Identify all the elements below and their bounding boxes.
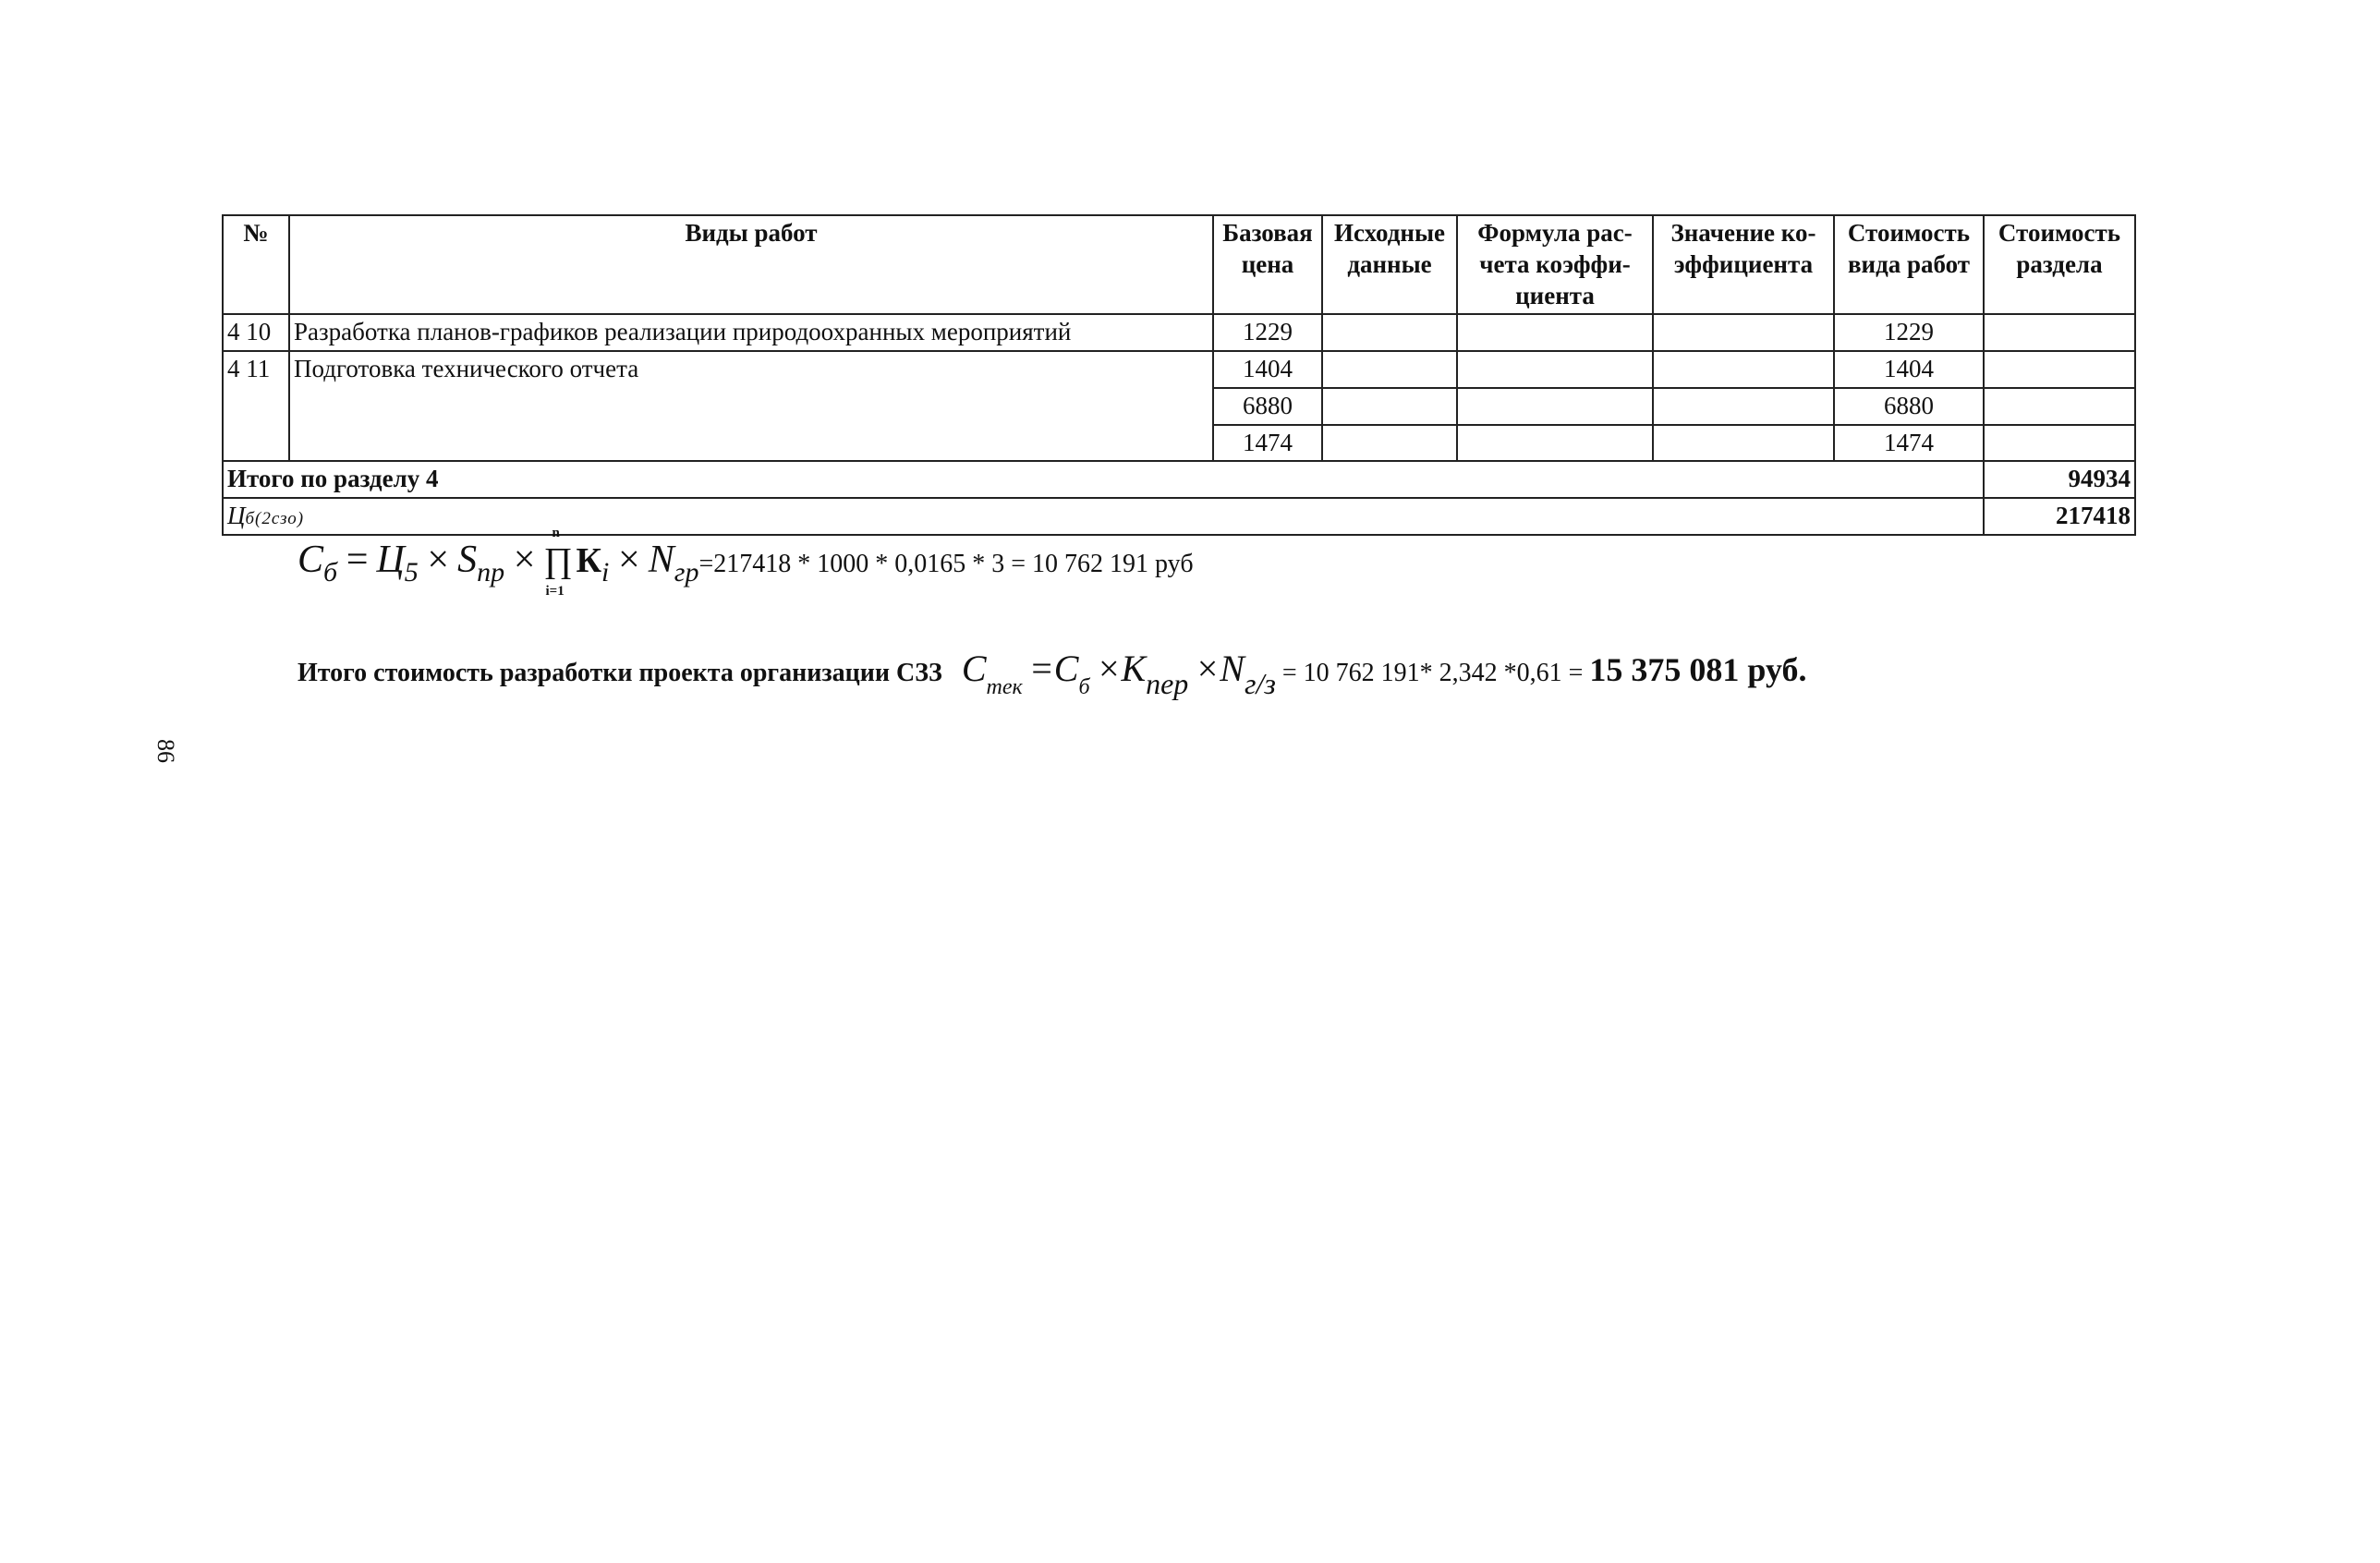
row-coef-value	[1653, 351, 1834, 388]
ts-label-main: Ц	[227, 502, 246, 529]
header-section-cost	[1984, 215, 2135, 314]
ts-label	[223, 498, 1984, 535]
total-value: 94934	[1984, 461, 2135, 498]
cost-table	[222, 214, 2136, 536]
row-code: 4 10	[223, 314, 289, 351]
row-work-cost: 1229	[1834, 314, 1984, 351]
header-formula	[1457, 215, 1653, 314]
header-formula-line2: чета коэффи-	[1479, 249, 1631, 278]
formula1-prod-top: n	[552, 526, 560, 540]
formula1-calculation: =217418 * 1000 * 0,0165 * 3 = 10 762 191 руб	[698, 550, 1194, 578]
header-coef-value	[1653, 215, 1834, 314]
row-base-price: 1229	[1213, 314, 1322, 351]
formula1-c-sub: 5	[404, 557, 419, 588]
row-section-cost	[1984, 351, 2135, 388]
row-formula	[1457, 388, 1653, 425]
formula2-n-sub: г/з	[1244, 667, 1276, 700]
row-coef-value	[1653, 425, 1834, 462]
formula2-cb-symbol: С	[1053, 648, 1079, 689]
header-coef-value-line2: эффициента	[1673, 249, 1814, 278]
total-label: Итого по разделу 4	[223, 461, 1984, 498]
ts-value: 217418	[1984, 498, 2135, 535]
row-source-data	[1322, 388, 1457, 425]
formula1-s-symbol: S	[457, 539, 478, 581]
formula2-k-sub: пер	[1146, 667, 1189, 700]
row-formula	[1457, 314, 1653, 351]
formula2-c-symbol: С	[961, 648, 987, 689]
formula1-s-sub: пр	[477, 557, 505, 588]
row-work-cost: 1404	[1834, 351, 1984, 388]
formula1-k-symbol: К	[576, 541, 602, 580]
formula1-n-sub: гр	[674, 557, 699, 588]
formula-base-cost: Сб = Ц5 × Sпр × ∏ n i=1 Кi × Nгр=217418 * 1000 * 0,0165 * 3 = 10 762 191 руб	[298, 526, 1194, 599]
formula2-k-symbol: К	[1121, 648, 1147, 689]
total-row	[223, 461, 2135, 498]
row-formula	[1457, 425, 1653, 462]
table-row	[223, 314, 2135, 351]
formula1-n-symbol: N	[648, 539, 674, 581]
header-work-cost-line1: Стоимость	[1847, 219, 1971, 247]
row-formula	[1457, 351, 1653, 388]
row-work-name: Подготовка технического отчета	[289, 351, 1213, 461]
formula2-cb-sub: б	[1078, 675, 1090, 699]
page-number: 86	[152, 739, 179, 763]
header-base-price-line1: Базовая	[1222, 219, 1313, 247]
formula1-lhs: С	[298, 539, 324, 581]
header-formula-line1: Формула рас-	[1477, 219, 1633, 247]
formula1-prod-bottom: i=1	[545, 584, 565, 599]
formula2-calculation: = 10 762 191* 2,342 *0,61 =	[1281, 659, 1584, 687]
row-work-name: Разработка планов-графиков реализации природоохранных мероприятий	[289, 314, 1213, 351]
header-base-price-line2: цена	[1241, 249, 1294, 278]
row-base-price: 1404	[1213, 351, 1322, 388]
header-source-data-line2: данные	[1347, 249, 1432, 278]
header-work-type: Виды работ	[289, 215, 1213, 314]
formula-total-cost: Итого стоимость разработки проекта организации СЗЗ Стек =Сб ×Кпер ×Nг/з = 10 762 191* 2,342 *0,61 = 15 375 081 руб.	[298, 648, 1807, 700]
ts-row	[223, 498, 2135, 535]
row-source-data	[1322, 425, 1457, 462]
row-code: 4 11	[223, 351, 289, 461]
row-base-price: 6880	[1213, 388, 1322, 425]
row-source-data	[1322, 351, 1457, 388]
table-row	[223, 351, 2135, 388]
header-section-cost-line1: Стоимость	[1998, 219, 2121, 247]
ts-label-sub: б(2сзо)	[245, 509, 305, 528]
formula2-result: 15 375 081 руб.	[1589, 651, 1807, 688]
formula2-n-symbol: N	[1220, 648, 1245, 689]
product-icon: ∏ n i=1	[543, 526, 573, 599]
header-num: №	[223, 215, 289, 314]
header-section-cost-line2: раздела	[2016, 249, 2103, 278]
row-work-cost: 1474	[1834, 425, 1984, 462]
header-base-price	[1213, 215, 1322, 314]
table-header-row	[223, 215, 2135, 314]
row-section-cost	[1984, 388, 2135, 425]
formula1-k-sub: i	[601, 557, 610, 588]
row-source-data	[1322, 314, 1457, 351]
formula2-label: Итого стоимость разработки проекта организации СЗЗ	[298, 659, 942, 687]
row-coef-value	[1653, 388, 1834, 425]
row-section-cost	[1984, 314, 2135, 351]
formula1-c-symbol: Ц	[376, 539, 405, 581]
header-coef-value-line1: Значение ко-	[1670, 219, 1816, 247]
header-work-cost	[1834, 215, 1984, 314]
header-source-data-line1: Исходные	[1333, 219, 1446, 247]
formula1-lhs-sub: б	[323, 557, 338, 588]
row-section-cost	[1984, 425, 2135, 462]
header-formula-line3: циента	[1515, 281, 1595, 309]
header-source-data	[1322, 215, 1457, 314]
row-work-cost: 6880	[1834, 388, 1984, 425]
header-work-cost-line2: вида работ	[1847, 249, 1971, 278]
row-base-price: 1474	[1213, 425, 1322, 462]
formula2-c-sub: тек	[986, 675, 1023, 699]
row-coef-value	[1653, 314, 1834, 351]
